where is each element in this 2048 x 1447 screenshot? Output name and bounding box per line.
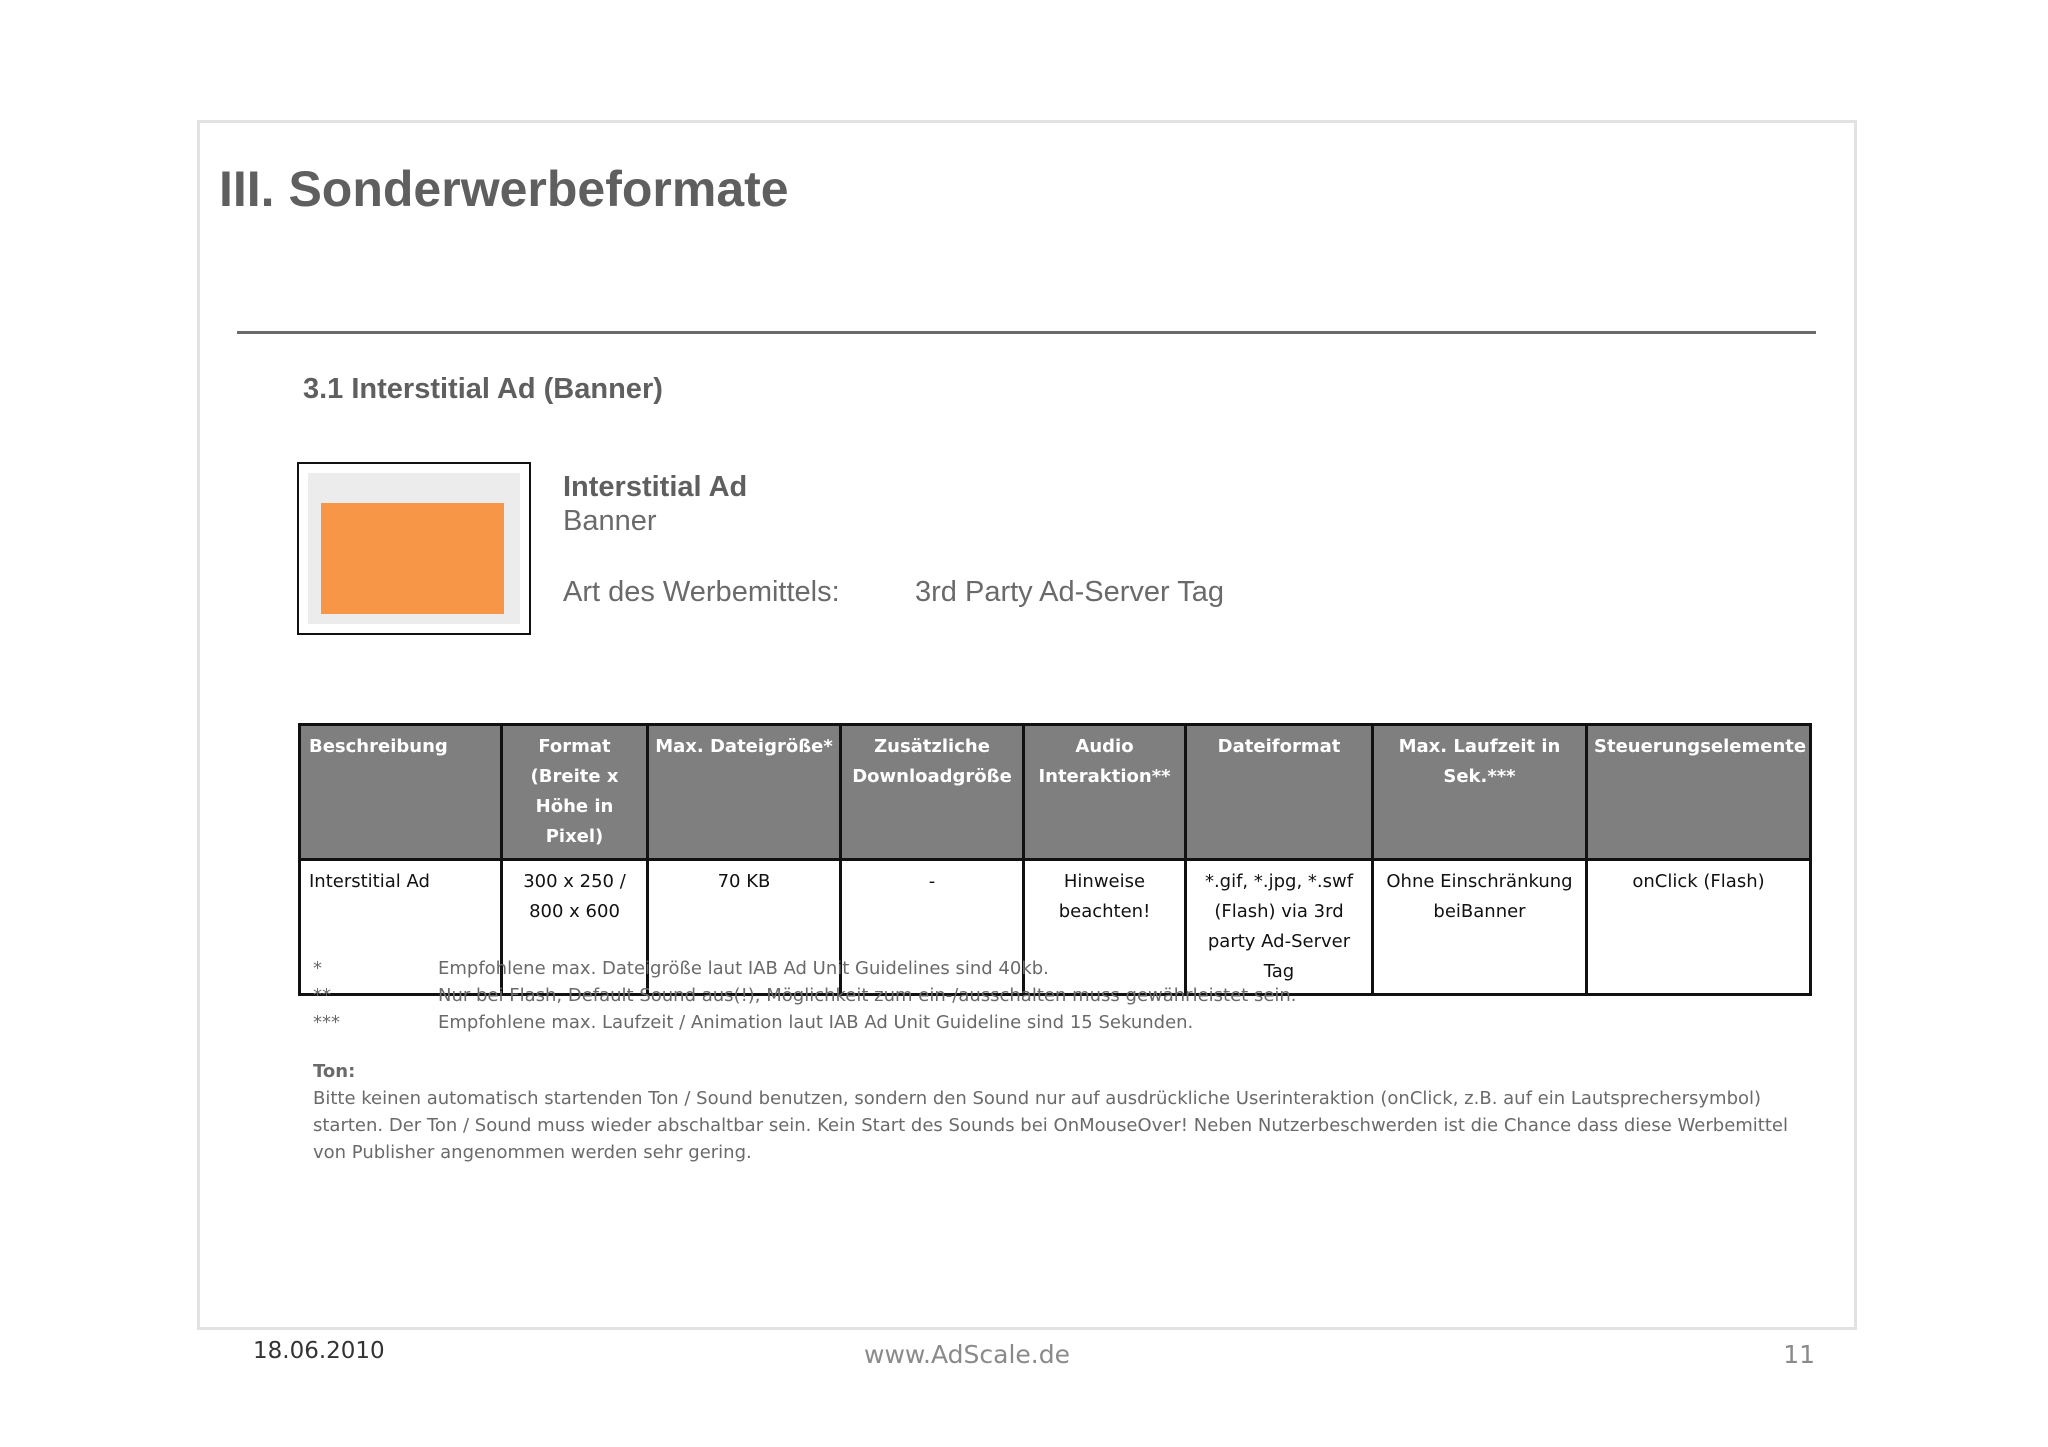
table-header-cell: Steuerungselemente (1587, 725, 1811, 860)
footer-date: 18.06.2010 (253, 1338, 385, 1364)
table-header-cell: Format (Breite x Höhe in Pixel) (502, 725, 648, 860)
table-header-cell: Audio Interaktion** (1024, 725, 1186, 860)
table-header-cell: Dateiformat (1186, 725, 1373, 860)
table-cell: Interstitial Ad (300, 860, 502, 995)
sound-note-title: Ton: (313, 1061, 356, 1082)
ad-type: Banner (563, 505, 657, 537)
ad-preview-banner (321, 503, 504, 614)
footnote-mark: *** (313, 1012, 340, 1033)
section-title: 3.1 Interstitial Ad (Banner) (303, 373, 663, 405)
footnote (313, 1009, 1297, 1036)
table-header-cell: Max. Laufzeit in Sek.*** (1373, 725, 1587, 860)
table-cell: - (841, 860, 1024, 995)
title-divider (237, 331, 1816, 334)
sound-note-text: Bitte keinen automatisch startenden Ton / Sound benutzen, sondern den Sound nur auf ausdrückliche Userinteraktion (onClick, z.B. auf ein Lautsprechersymbol) starten. Der Ton / Sound muss wieder abschaltbar sein. Kein Start des Sounds bei OnMouseOver! Neben Nutzerbeschwerden ist die Chance dass diese Werbemittel von Publisher angenommen werden sehr gering. (313, 1088, 1788, 1163)
ad-preview-page (308, 473, 520, 624)
table-header-cell: Max. Dateigröße* (648, 725, 841, 860)
table-cell: 70 KB (648, 860, 841, 995)
footnote-mark: * (313, 958, 322, 979)
footer-url: www.AdScale.de (864, 1340, 1070, 1369)
footnote-mark: ** (313, 985, 331, 1006)
table-cell: onClick (Flash) (1587, 860, 1811, 995)
ad-preview-thumbnail (297, 462, 531, 635)
table-cell: Ohne Einschränkung beiBanner (1373, 860, 1587, 995)
ad-art-label: Art des Werbemittels: (563, 576, 840, 608)
footnote-text: Empfohlene max. Dateigröße laut IAB Ad Unit Guidelines sind 40kb. (438, 958, 1049, 979)
table-header-cell: Beschreibung (300, 725, 502, 860)
table-header-row (300, 725, 1811, 860)
page-title: III. Sonderwerbeformate (219, 161, 789, 217)
footnote-text: Nur bei Flash, Default Sound aus(!), Möglichkeit zum ein-/ausschalten muss gewährleistet sein. (438, 985, 1297, 1006)
table-header-cell: Zusätzliche Downloadgröße (841, 725, 1024, 860)
table-cell: *.gif, *.jpg, *.swf (Flash) via 3rd party Ad-Server Tag (1186, 860, 1373, 995)
sound-note (313, 1058, 1813, 1166)
ad-art-value: 3rd Party Ad-Server Tag (915, 576, 1224, 608)
footnote (313, 982, 1297, 1009)
footnotes (313, 955, 1297, 1036)
footnote (313, 955, 1297, 982)
ad-name: Interstitial Ad (563, 471, 748, 503)
table-cell: Hinweise beachten! (1024, 860, 1186, 995)
footnote-text: Empfohlene max. Laufzeit / Animation laut IAB Ad Unit Guideline sind 15 Sekunden. (438, 1012, 1194, 1033)
table-cell: 300 x 250 / 800 x 600 (502, 860, 648, 995)
page-number: 11 (1783, 1340, 1815, 1369)
